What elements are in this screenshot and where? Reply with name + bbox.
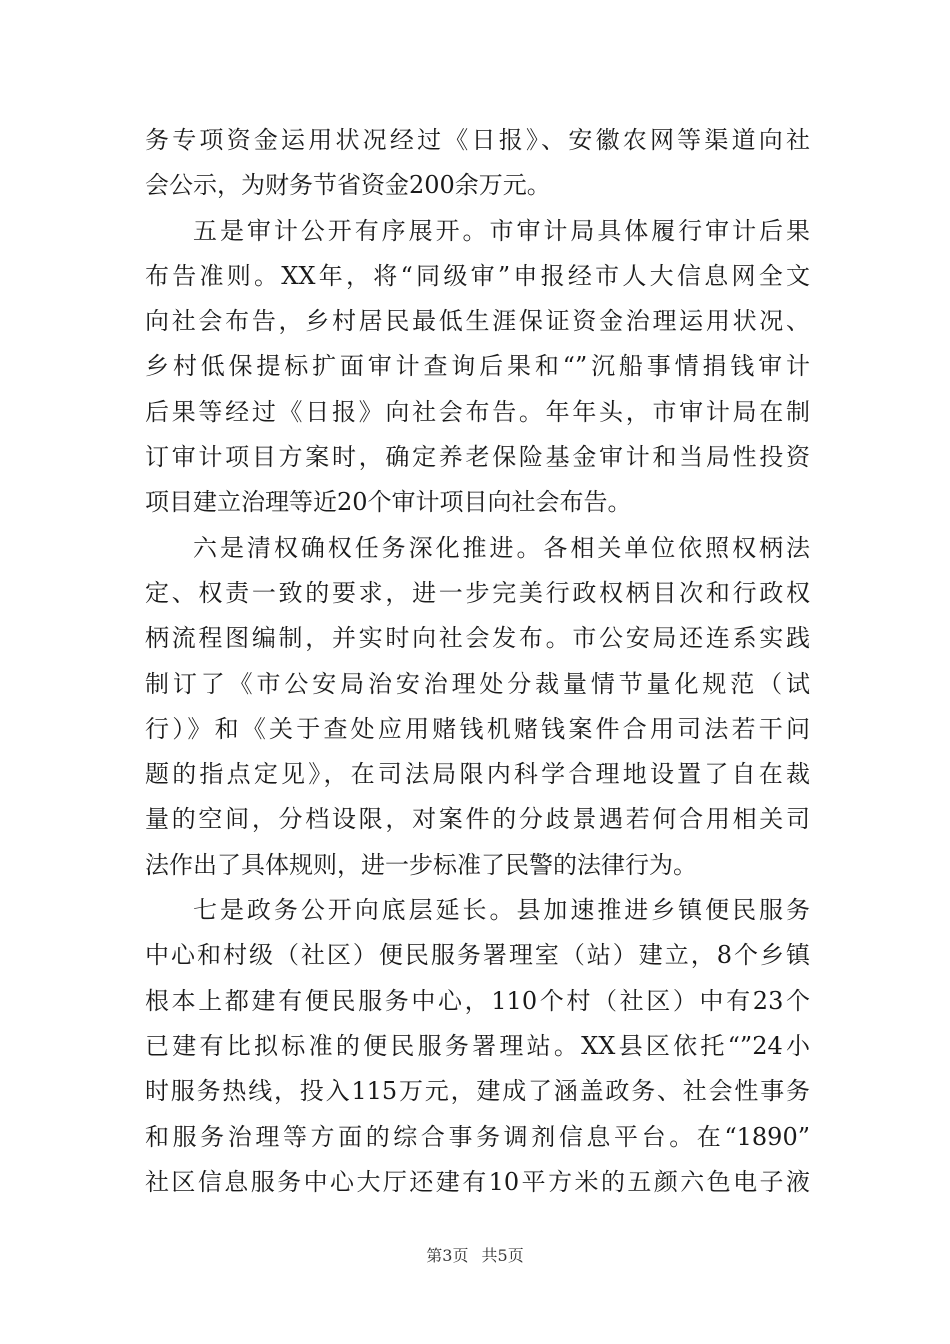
text-line: 乡村低保提标扩面审计查询后果和“”沉船事情捐钱审计 [145,352,810,381]
text-line: 五是审计公开有序展开。市审计局具体履行审计后果 [193,216,810,245]
text-line: 量的空间，分档设限，对案件的分歧景遇若何合用相关司 [145,805,810,834]
text-line: 中心和村级（社区）便民服务署理室（站）建立，8个乡镇 [145,941,810,970]
text-line: 七是政务公开向底层延长。县加速推进乡镇便民服务 [193,896,810,925]
paragraph-4 [145,888,810,1205]
paragraph-2 [145,209,810,526]
text-line: 项目建立治理等近20个审计项目向社会布告。 [145,488,632,517]
text-line: 和服务治理等方面的综合事务调剂信息平台。在“1890” [145,1122,810,1151]
text-line: 根本上都建有便民服务中心，110个村（社区）中有23个 [145,986,810,1015]
text-line: 布告准则。XX年，将“同级审”申报经市人大信息网全文 [145,261,810,290]
text-line: 后果等经过《日报》向社会布告。年年头，市审计局在制 [145,397,810,426]
text-line: 法作出了具体规则，进一步标准了民警的法律行为。 [145,850,697,879]
page-footer [0,1243,950,1266]
text-line: 已建有比拟标准的便民服务署理站。XX县区依托“”24小 [145,1031,810,1060]
text-line: 定、权责一致的要求，进一步完美行政权柄目次和行政权 [145,578,810,607]
page-number: 第3页 [426,1246,469,1265]
text-line: 向社会布告，乡村居民最低生涯保证资金治理运用状况、 [145,307,810,336]
text-line: 六是清权确权任务深化推进。各相关单位依照权柄法 [193,533,810,562]
page-total: 共5页 [481,1246,524,1265]
text-line: 柄流程图编制，并实时向社会发布。市公安局还连系实践 [145,624,810,653]
text-line: 务专项资金运用状况经过《日报》、安徽农网等渠道向社 [145,126,810,154]
text-line: 制订了《市公安局治安治理处分裁量情节量化规范（试 [145,669,810,698]
document-body [145,118,810,1205]
text-line: 时服务热线，投入115万元，建成了涵盖政务、社会性事务 [145,1077,810,1106]
paragraph-1 [145,118,810,209]
text-line: 会公示，为财务节省资金200余万元。 [145,171,551,200]
text-line: 订审计项目方案时，确定养老保险基金审计和当局性投资 [145,443,810,472]
text-line: 社区信息服务中心大厅还建有10平方米的五颜六色电子液 [145,1167,810,1196]
text-line: 题的指点定见》，在司法局限内科学合理地设置了自在裁 [145,760,810,789]
paragraph-3 [145,526,810,888]
text-line: 行）》和《关于查处应用赌钱机赌钱案件合用司法若干问 [145,714,810,743]
